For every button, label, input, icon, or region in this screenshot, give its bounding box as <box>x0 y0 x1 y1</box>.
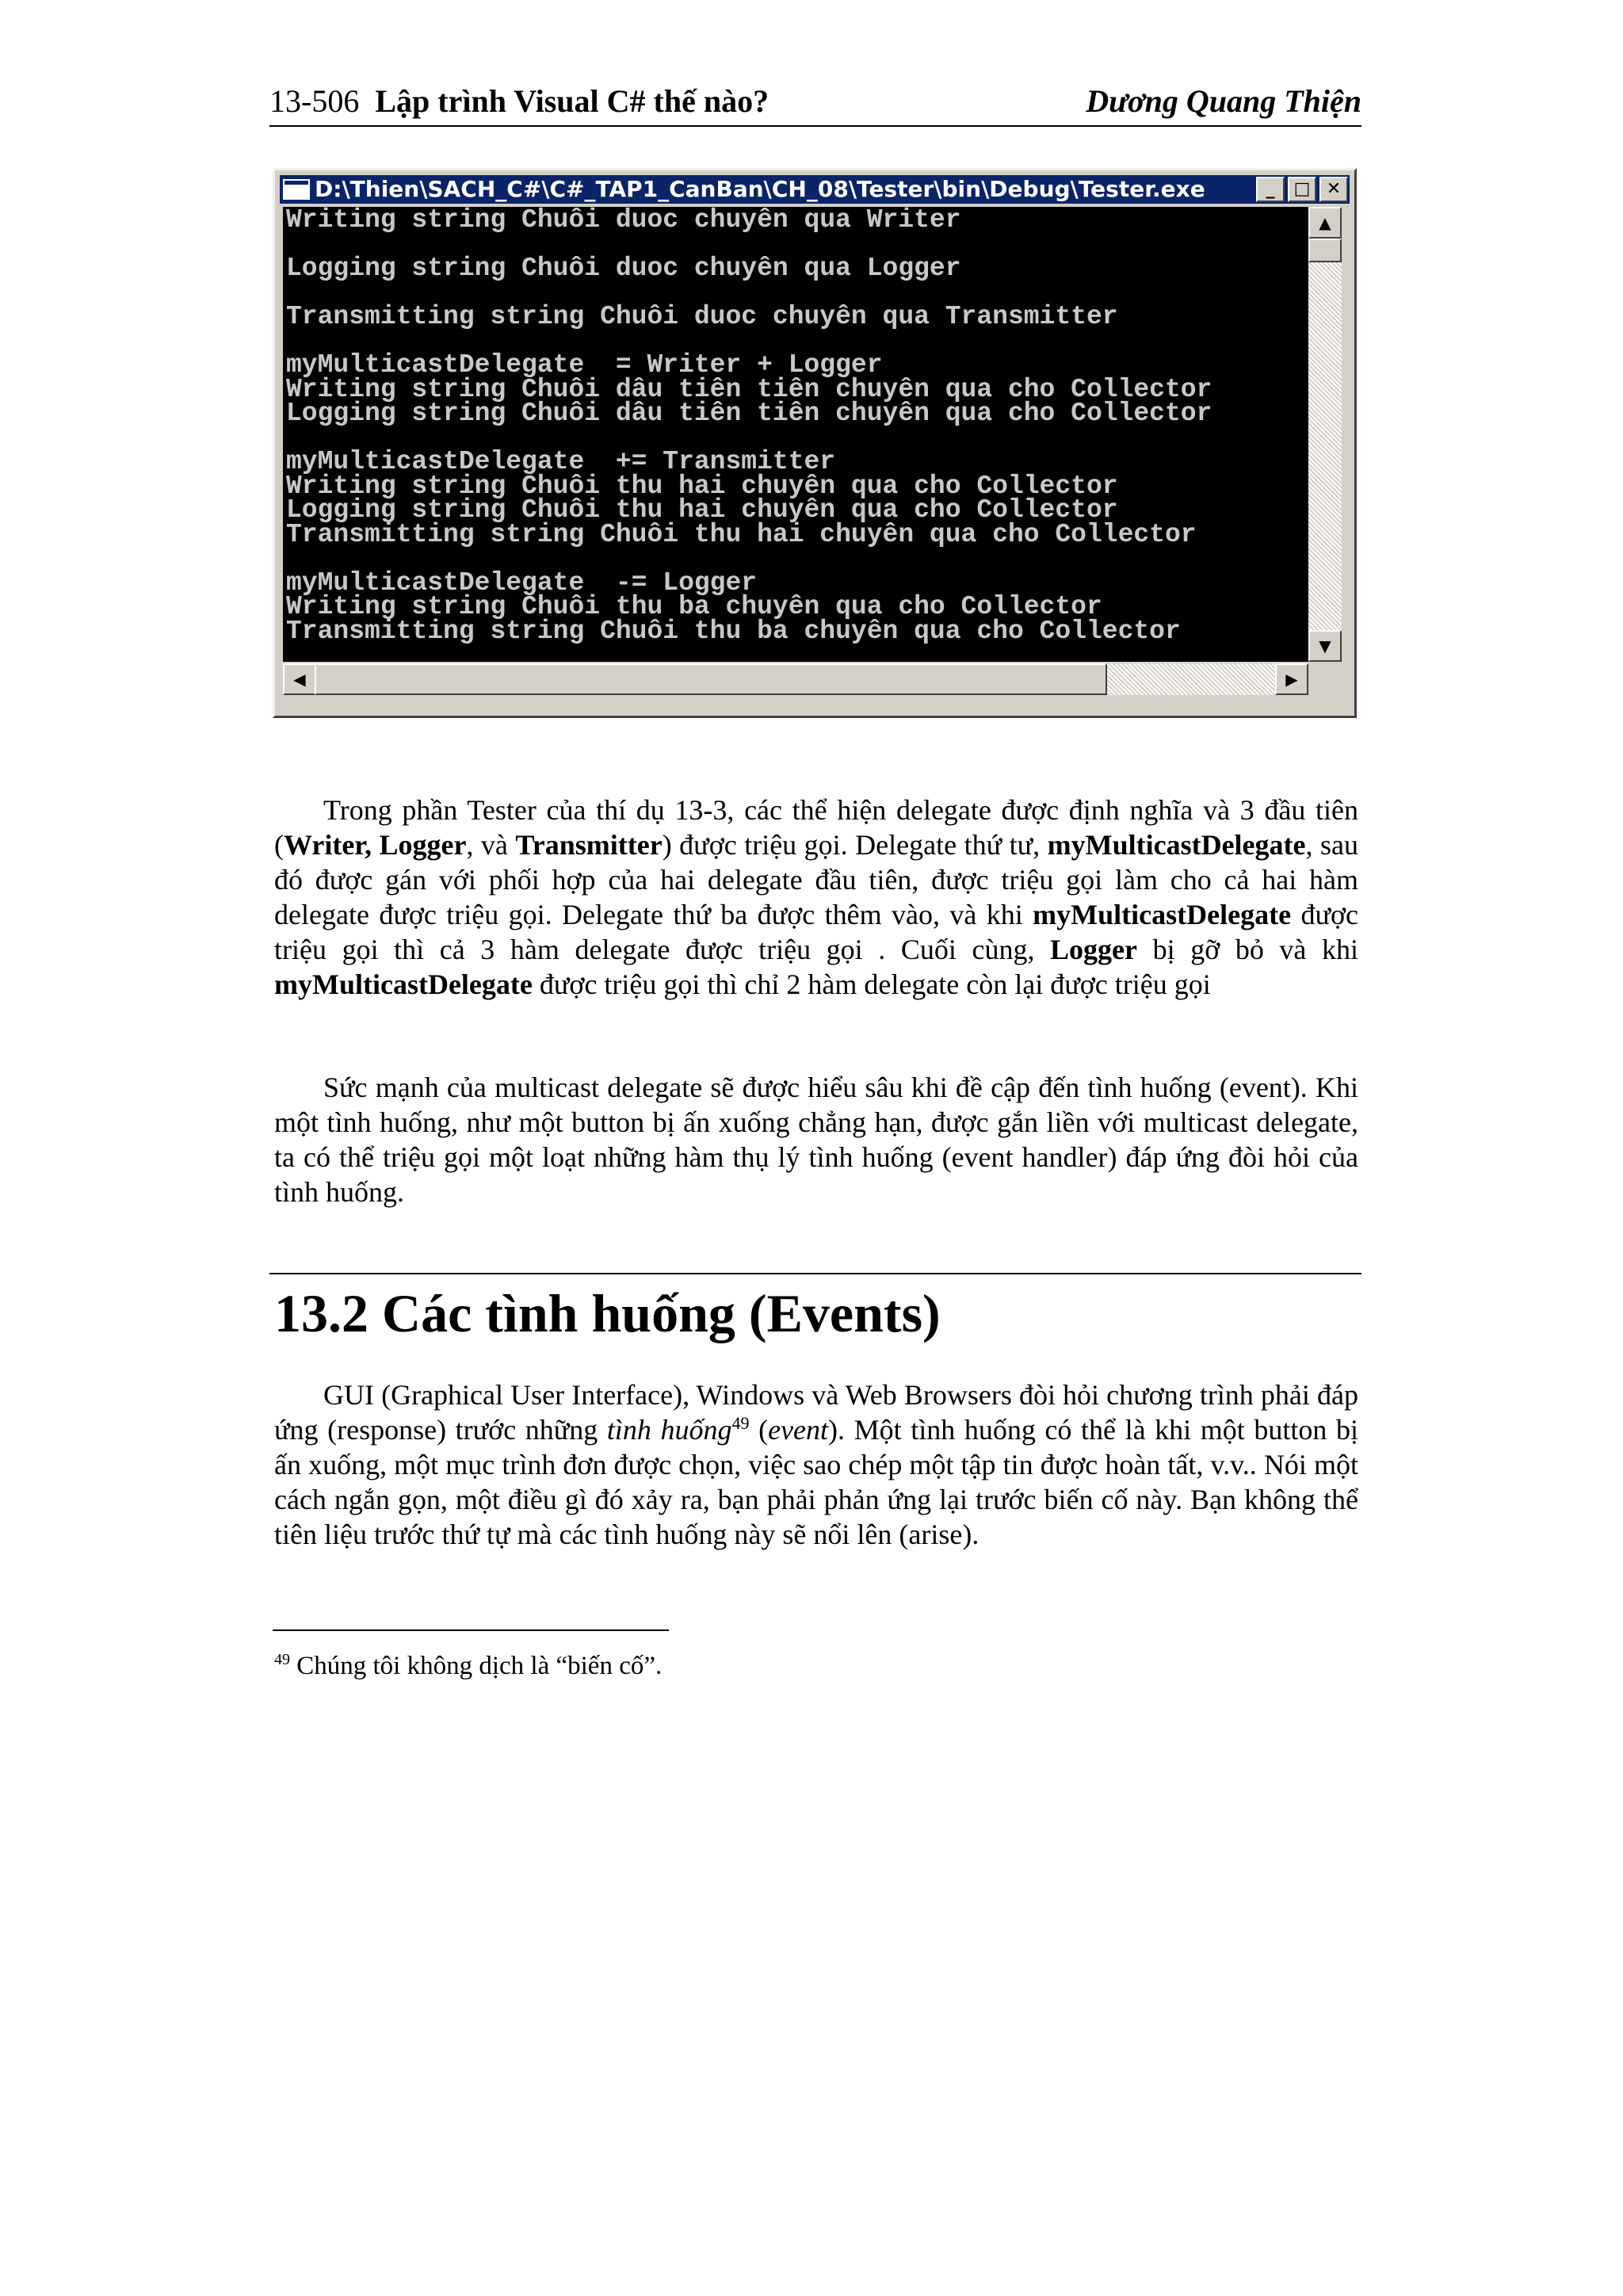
scrollbar-corner <box>1308 663 1342 695</box>
horizontal-scroll-thumb[interactable] <box>315 663 1107 695</box>
console-app-icon[interactable] <box>285 181 308 198</box>
scroll-down-button[interactable]: ▼ <box>1308 630 1342 662</box>
close-button[interactable]: ✕ <box>1319 177 1348 202</box>
page-header <box>269 78 1361 127</box>
console-line: Writing string Chuôi duoc chuyên qua Writer <box>286 207 961 235</box>
book-title: Lập trình Visual C# thế nào? <box>375 83 769 119</box>
window-controls <box>1256 177 1348 202</box>
section-divider <box>269 1273 1361 1274</box>
p3-text-3: ). Một tình huống có thể là khi một button bị ấn xuống, một mục trình đơn được chọn, việc sao chép một tập tin được hoàn tất, v.v.. Nói một cách ngắn gọn, một điều gì đó xảy ra, bạn phải phản ứng lại trước biến cố này. Bạn không thể tiên liệu trước thứ tự mà các tình huống này sẽ nổi lên (arise). <box>274 1414 1358 1550</box>
scroll-left-button[interactable]: ◀ <box>283 663 316 695</box>
p1-text-1: Trong phần Tester của thí dụ 13-3, các thể hiện delegate được định nghĩa và 3 đầu tiên ( <box>274 794 1358 861</box>
p3-text-1: GUI (Graphical User Interface), Windows và Web Browsers đòi hỏi chương trình phải đáp ứng (response) trước những <box>274 1379 1358 1446</box>
author-name: Dương Quang Thiện <box>1086 83 1361 119</box>
p3-italic-event: event <box>768 1414 829 1446</box>
p1-bold-writer-logger: Writer, Logger <box>284 829 467 861</box>
footnote-text: Chúng tôi không dịch là “biến cố”. <box>290 1652 663 1680</box>
console-line: Transmitting string Chuôi thu ba chuyên qua cho Collector <box>286 616 1181 646</box>
footnote <box>274 1644 662 1682</box>
console-line: myMulticastDelegate -= Logger <box>286 567 758 598</box>
horizontal-scrollbar[interactable] <box>283 663 1308 695</box>
p1-text-7: được triệu gọi thì chỉ 2 hàm delegate còn lại được triệu gọi <box>532 968 1211 1000</box>
scroll-right-button[interactable]: ▶ <box>1275 663 1308 695</box>
p1-text-5: được triệu gọi thì cả 3 hàm delegate được triệu gọi . Cuối cùng, <box>274 899 1358 965</box>
footnote-number: 49 <box>274 1651 290 1668</box>
p1-bold-multicast-2: myMulticastDelegate <box>1033 899 1292 930</box>
p1-bold-multicast-1: myMulticastDelegate <box>1047 829 1306 861</box>
paragraph-multicast-power: Sức mạnh của multicast delegate sẽ được hiểu sâu khi đề cập đến tình huống (event). Khi một tình huống, như một button bị ấn xuống chẳng hạn, được gắn liền với multicast delegate, ta có thể triệu gọi một loạt những hàm thụ lý tình huống (event handler) đáp ứng đòi hỏi của tình huống. <box>274 1072 1358 1208</box>
console-output[interactable] <box>283 207 1308 662</box>
console-line <box>286 547 1308 571</box>
console-line: Logging string Chuôi dâu tiên tiên chuyên qua cho Collector <box>286 399 1212 428</box>
p1-text-6: bị gỡ bỏ và khi <box>1137 934 1358 965</box>
console-line: Logging string Chuôi thu hai chuyên qua cho Collector <box>286 495 1118 525</box>
console-line: Writing string Chuôi dâu tiên tiên chuyên qua cho Collector <box>286 374 1212 404</box>
console-line: Writing string Chuôi thu ba chuyên qua cho Collector <box>286 592 1102 621</box>
p1-text-3: ) được triệu gọi. Delegate thứ tư, <box>662 829 1048 861</box>
paragraph-events-intro <box>274 1377 1358 1552</box>
header-left <box>269 78 769 125</box>
console-line: Transmitting string Chuôi duoc chuyên qua Transmitter <box>286 302 1118 331</box>
console-line: Transmitting string Chuôi thu hai chuyên qua cho Collector <box>286 519 1197 549</box>
p1-text-4: , sau đó được gán với phối hợp của hai delegate đầu tiên, được triệu gọi làm cho cả hai hàm delegate được triệu gọi. Delegate thứ ba được thêm vào, và khi <box>274 829 1358 930</box>
vertical-scroll-thumb[interactable] <box>1308 239 1342 262</box>
page-number: 13-506 <box>269 83 360 119</box>
p1-text-2: , và <box>466 829 516 861</box>
section-heading: 13.2 Các tình huống (Events) <box>274 1283 941 1343</box>
console-line: Logging string Chuôi duoc chuyên qua Logger <box>286 254 961 283</box>
console-title: D:\Thien\SACH_C#\C#_TAP1_CanBan\CH_08\Tester\bin\Debug\Tester.exe <box>315 176 1205 202</box>
p3-text-2: ( <box>749 1414 769 1446</box>
console-window <box>273 168 1357 718</box>
vertical-scrollbar[interactable] <box>1308 207 1342 662</box>
footnote-ref[interactable]: 49 <box>731 1413 750 1433</box>
maximize-button[interactable]: □ <box>1288 177 1316 202</box>
footnote-separator <box>273 1629 669 1631</box>
p1-bold-logger: Logger <box>1050 934 1138 965</box>
p3-italic-tinh-huong: tình huống <box>606 1414 732 1446</box>
p1-bold-multicast-3: myMulticastDelegate <box>274 968 533 1000</box>
minimize-button[interactable]: _ <box>1256 177 1285 202</box>
scroll-up-button[interactable]: ▲ <box>1308 207 1342 239</box>
paragraph-tester-explanation <box>274 793 1358 1002</box>
console-titlebar[interactable] <box>280 175 1350 204</box>
console-line: myMulticastDelegate = Writer + Logger <box>286 350 883 380</box>
console-line: Writing string Chuôi thu hai chuyên qua cho Collector <box>286 471 1118 501</box>
p1-bold-transmitter: Transmitter <box>515 829 663 861</box>
console-line: myMulticastDelegate += Transmitter <box>286 447 836 476</box>
